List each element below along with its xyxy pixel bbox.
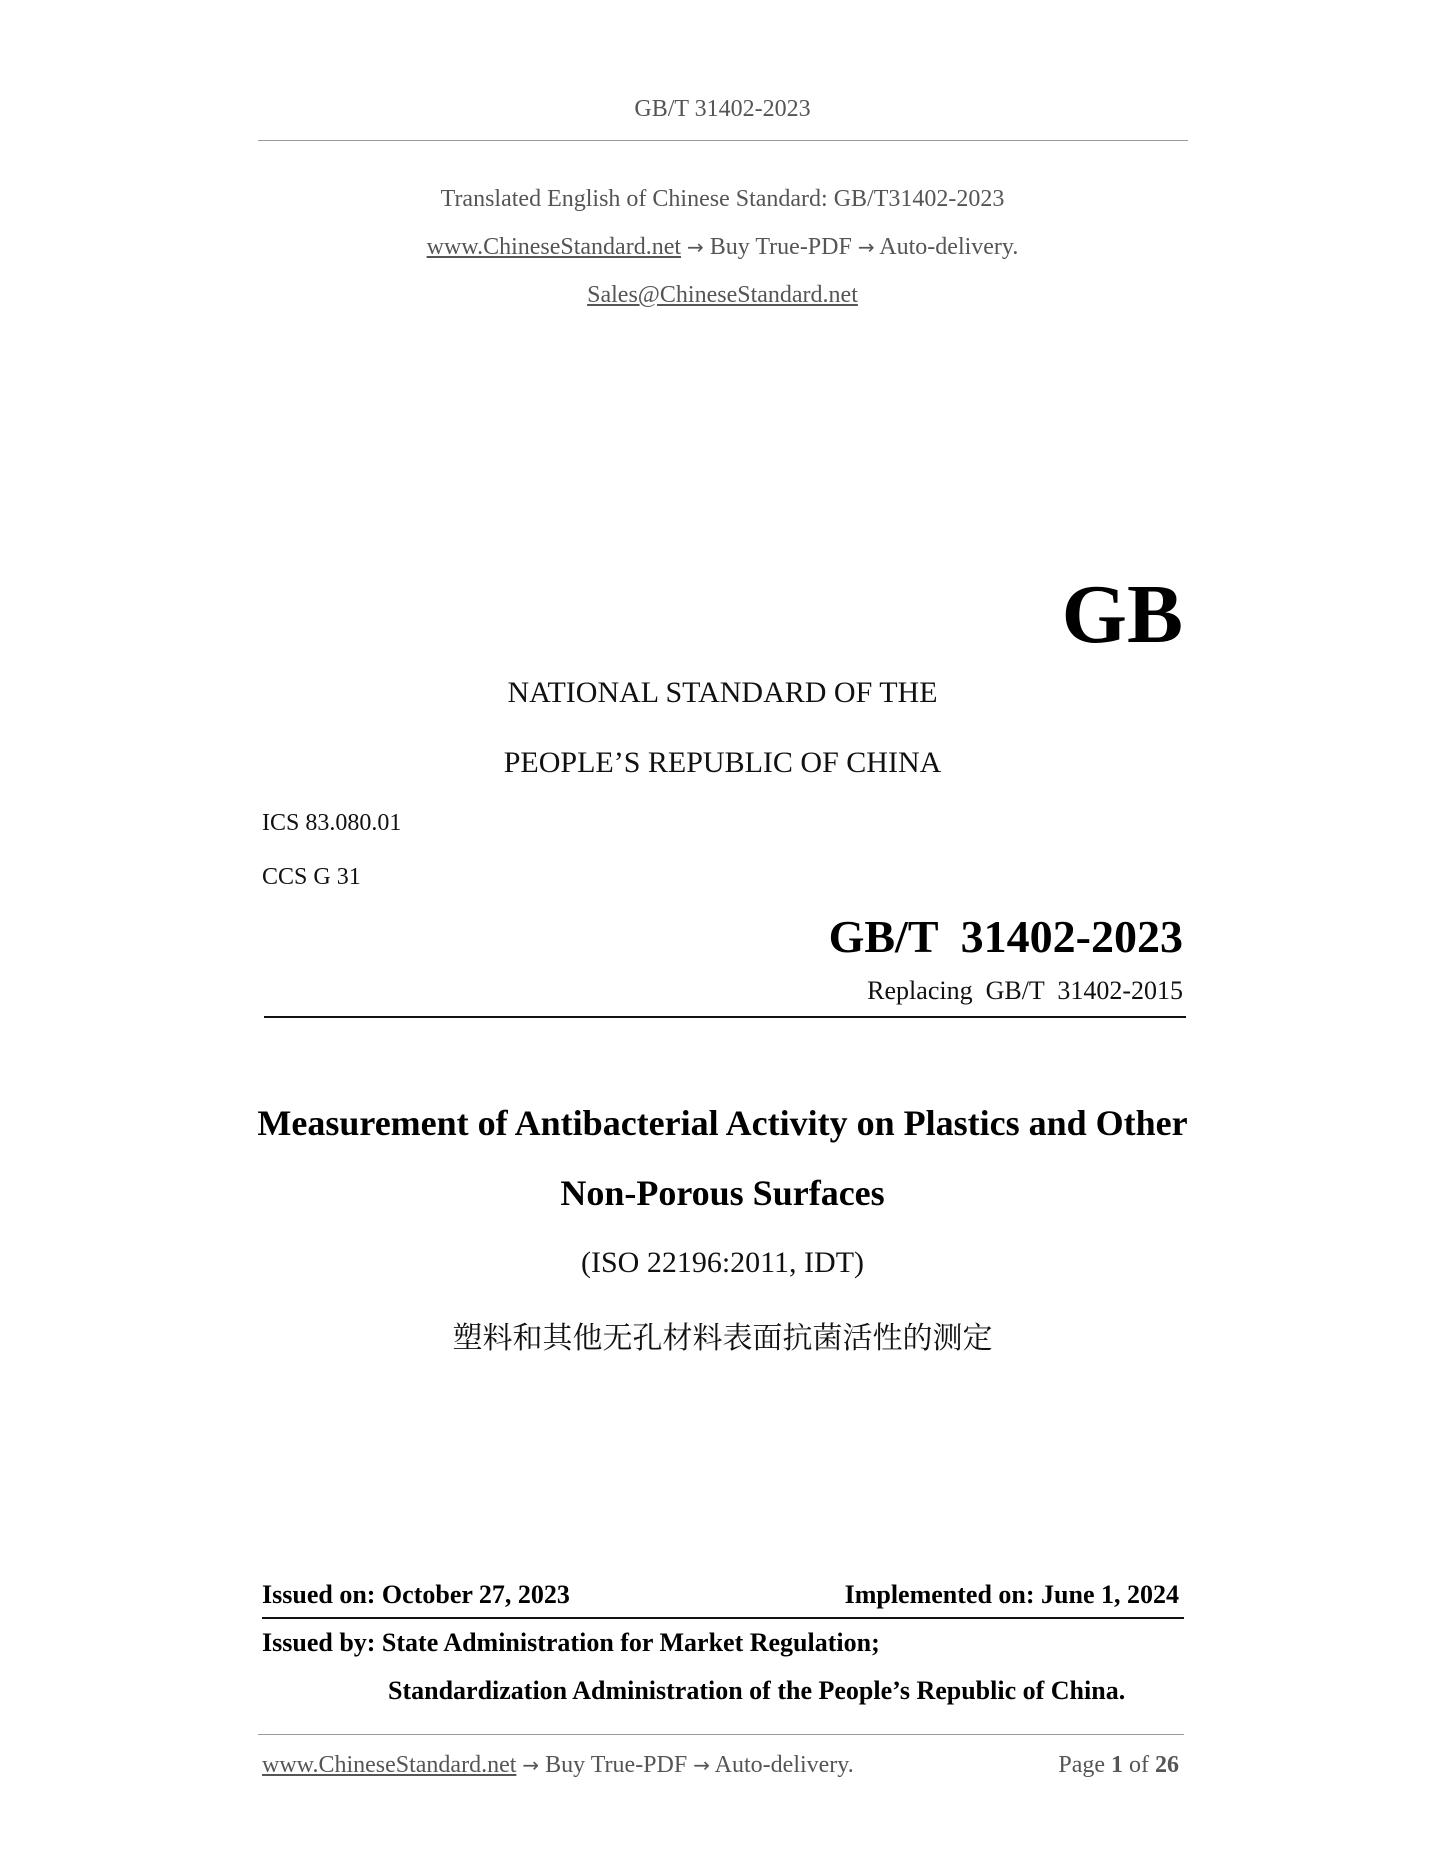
document-title-line-2: Non-Porous Surfaces xyxy=(560,1173,885,1213)
footer-buy-line xyxy=(262,1752,854,1779)
footer-rule xyxy=(258,1734,1184,1735)
document-title-line-1: Measurement of Antibacterial Activity on Plastics and Other xyxy=(257,1103,1188,1143)
arrow-right-icon: → xyxy=(522,1753,540,1777)
issued-rule xyxy=(262,1617,1184,1619)
page-label: Page xyxy=(1058,1752,1105,1778)
buy-text: Buy True-PDF xyxy=(709,234,852,260)
footer-site-link[interactable]: www.ChineseStandard.net xyxy=(262,1752,517,1778)
title-rule xyxy=(264,1016,1186,1018)
chinese-title: 塑料和其他无孔材料表面抗菌活性的测定 xyxy=(452,1321,993,1356)
implemented-on-date: Implemented on: June 1, 2024 xyxy=(844,1580,1179,1609)
site-link[interactable]: www.ChineseStandard.net xyxy=(426,234,682,260)
issued-by: Issued by: State Administration for Market Regulation; xyxy=(262,1628,880,1657)
sales-line xyxy=(0,282,1445,309)
ics-code: ICS 83.080.01 xyxy=(262,810,402,836)
page-current: 1 xyxy=(1111,1752,1123,1778)
national-standard-line-1: NATIONAL STANDARD OF THE xyxy=(507,676,938,709)
translated-notice: Translated English of Chinese Standard: GB/T31402-2023 xyxy=(440,186,1005,212)
replacing-note: Replacing GB/T 31402-2015 xyxy=(867,976,1183,1005)
page-total: 26 xyxy=(1155,1752,1179,1778)
iso-equivalent: (ISO 22196:2011, IDT) xyxy=(580,1246,865,1279)
arrow-right-icon: → xyxy=(857,235,875,259)
delivery-text: Auto-delivery. xyxy=(879,234,1019,260)
ccs-code: CCS G 31 xyxy=(262,864,361,890)
national-standard-line-2: PEOPLE’S REPUBLIC OF CHINA xyxy=(503,746,942,779)
buy-line xyxy=(0,234,1445,261)
footer-buy-text: Buy True-PDF xyxy=(545,1752,688,1778)
running-header: GB/T 31402-2023 xyxy=(634,96,811,122)
standard-number: GB/T 31402-2023 xyxy=(828,911,1183,962)
arrow-right-icon: → xyxy=(693,1753,710,1777)
header-rule xyxy=(258,140,1188,141)
issued-on-date: Issued on: October 27, 2023 xyxy=(262,1580,570,1609)
gb-logo: GB xyxy=(1061,568,1183,661)
sales-email-link[interactable]: Sales@ChineseStandard.net xyxy=(587,282,858,308)
issued-by-second-authority: Standardization Administration of the People’s Republic of China. xyxy=(388,1676,1126,1705)
footer-delivery-text: Auto-delivery. xyxy=(714,1752,854,1778)
page-indicator xyxy=(1058,1752,1179,1779)
of-label: of xyxy=(1129,1752,1149,1778)
arrow-right-icon: → xyxy=(687,235,704,259)
